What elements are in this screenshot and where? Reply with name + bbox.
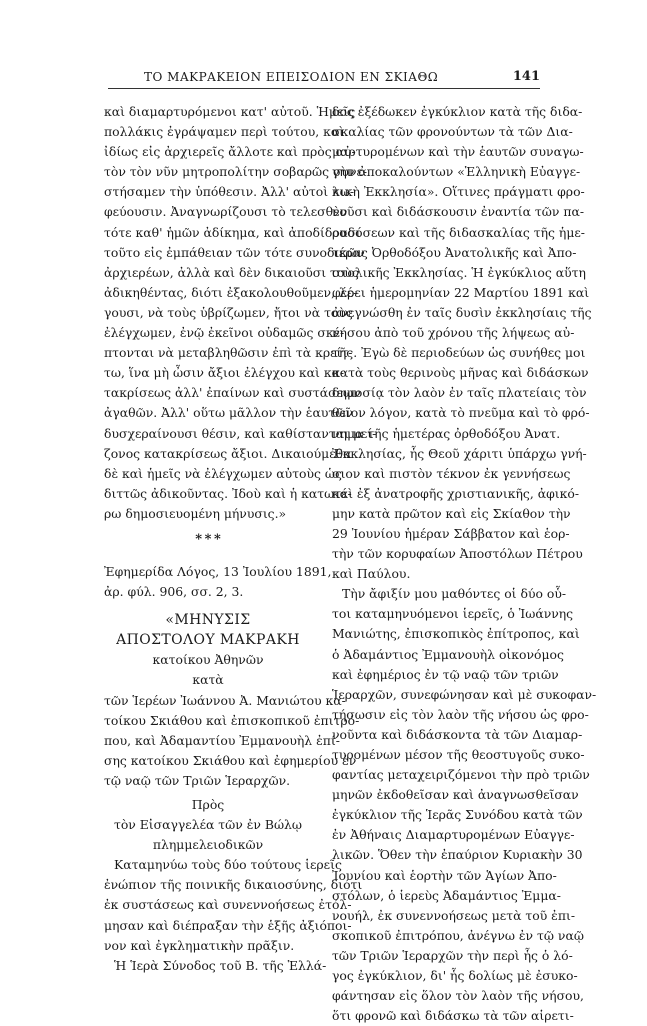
text-line: ἐνώπιον τῆς ποινικῆς δικαιοσύνης, διότι <box>104 877 363 893</box>
text-line: ἐν Ἀθήναις Διαμαρτυρομένων Εὐαγγε- <box>332 827 575 843</box>
text-line: στολικῆς Ἐκκλησίας. Ἡ ἐγκύκλιος αὕτη <box>332 264 586 280</box>
section-separator: * * * <box>195 531 221 547</box>
text-line: νήσου ἀπὸ τοῦ χρόνου τῆς λήψεως αὐ- <box>332 325 575 341</box>
text-line: ραδόσεων καὶ τῆς διδασκαλίας τῆς ἡμε- <box>332 224 585 240</box>
text-line: μην κατὰ πρῶτον καὶ εἰς Σκίαθον τὴν <box>332 505 571 521</box>
source-line: Ἐφημερίδα Λόγος, 13 Ἰουλίου 1891, <box>104 563 332 579</box>
text-line: ἐκ συστάσεως καὶ συνεννοήσεως ἐτόλ- <box>104 897 352 913</box>
text-line: δυσχεραίνουσι θέσιν, καὶ καθίστανται μεί- <box>104 425 377 441</box>
text-line: Ἱεραρχῶν, συνεφώνησαν καὶ μὲ συκοφαν- <box>332 686 597 702</box>
address-heading: πλημμελειοδικῶν <box>152 837 264 853</box>
document-subheading: κατὰ <box>192 672 224 688</box>
text-line: δος ἐξέδωκεν ἐγκύκλιον κατὰ τῆς διδα- <box>332 104 583 119</box>
text-line: γος ἐγκύκλιον, δι' ἧς δολίως μὲ ἐσυκο- <box>332 968 578 984</box>
source-line: ἀρ. φύλ. 906, σσ. 2, 3. <box>104 584 244 600</box>
text-line: λικῶν. Ὅθεν τὴν ἐπαύριον Κυριακὴν 30 <box>332 847 583 863</box>
text-line: ρω δημοσιευομένη μήνυσις.» <box>104 505 287 521</box>
text-line: φεύουσιν. Ἀναγνωρίζουσι τὸ τελεσθὲν <box>104 204 348 220</box>
text-line: ὅτι φρονῶ καὶ διδάσκω τὰ τῶν αἱρετι- <box>332 1008 574 1024</box>
text-line: γουσι, νὰ τοὺς ὑβρίζωμεν, ἤτοι νὰ τοὺς <box>104 304 353 320</box>
text-line: στόλων, ὁ ἱερεὺς Ἀδαμάντιος Ἐμμα- <box>332 887 561 903</box>
text-line: ἀρχιερέων, ἀλλὰ καὶ δὲν δικαιοῦσι τοὺς <box>104 264 359 280</box>
text-line: τῶν Ἱερέων Ἰωάννου Ἀ. Μανιώτου κα- <box>104 692 346 708</box>
text-line: δημοσίᾳ τὸν λαὸν ἐν ταῖς πλατείαις τὸν <box>332 385 587 401</box>
spacer <box>104 602 312 610</box>
text-line: νημα τῆς ἡμετέρας ὀρθοδόξου Ἀνατ. <box>332 425 561 441</box>
text-line: καὶ ἐφημέριος ἐν τῷ ναῷ τῶν τριῶν <box>332 666 559 682</box>
text-line: τέρας Ὀρθοδόξου Ἀνατολικῆς καὶ Ἀπο- <box>332 244 577 260</box>
page-header <box>108 66 540 89</box>
text-line: νουήλ, ἐκ συνεννοήσεως μετὰ τοῦ ἐπι- <box>332 907 576 923</box>
document-heading: «ΜΗΝΥΣΙΣ <box>165 612 251 629</box>
text-line: που, καὶ Ἀδαμαντίου Ἐμμανουὴλ ἐπί- <box>104 732 340 748</box>
text-line: νοῦντα καὶ διδάσκοντα τὰ τῶν Διαμαρ- <box>332 726 583 742</box>
page-number: 141 <box>512 69 540 84</box>
text-line: κατὰ τοὺς θερινοὺς μῆνας καὶ διδάσκων <box>332 365 589 381</box>
text-line: Ἐκκλησίας, ἧς Θεοῦ χάριτι ὑπάρχω γνή- <box>332 445 587 461</box>
text-line: καὶ ἐξ ἀνατροφῆς χριστιανικῆς, ἀφικό- <box>332 485 580 501</box>
text-line: καὶ διαμαρτυρόμενοι κατ' αὐτοῦ. Ἡμεῖς <box>104 104 356 119</box>
address-heading: τὸν Εἰσαγγελέα τῶν ἐν Βώλῳ <box>113 817 303 833</box>
text-line: τοίκου Σκιάθου καὶ ἐπισκοπικοῦ ἐπιτρό- <box>104 712 360 728</box>
text-line: Τὴν ἄφιξίν μου μαθόντες οἱ δύο οὗ- <box>342 586 567 602</box>
text-line: Μανιώτης, ἐπισκοπικὸς ἐπίτροπος, καὶ <box>332 626 580 642</box>
text-line: ἀγαθῶν. Ἀλλ' οὕτω μᾶλλον τὴν ἑαυτῶν <box>104 405 353 421</box>
text-line: λικὴ Ἐκκλησία». Οἵτινες πράγματι φρο- <box>332 184 585 200</box>
text-line: φαντίας μεταχειριζόμενοι τὴν πρὸ τριῶν <box>332 767 590 783</box>
text-line: τῆς. Ἐγὼ δὲ περιοδεύων ὡς συνήθες μοι <box>332 345 586 361</box>
text-line: τῶν Τριῶν Ἱεραρχῶν τὴν περὶ ἧς ὁ λό- <box>332 947 573 963</box>
text-line: νοῦσι καὶ διδάσκουσιν ἐναντία τῶν πα- <box>332 204 585 220</box>
text-line: σιον καὶ πιστὸν τέκνον ἐκ γεννήσεως <box>332 465 571 481</box>
text-line: ἐγκύκλιον τῆς Ἱερᾶς Συνόδου κατὰ τῶν <box>332 807 583 823</box>
text-line: καὶ Παύλου. <box>332 566 411 582</box>
text-line: ἰδίως εἰς ἀρχιερεῖς ἄλλοτε καὶ πρὸς αὐ- <box>104 144 356 160</box>
text-line: σκαλίας τῶν φρονούντων τὰ τῶν Δια- <box>332 124 573 140</box>
text-line: φάντησαν εἰς ὅλον τὸν λαὸν τῆς νήσου, <box>332 988 584 1004</box>
text-line: τήσωσιν εἰς τὸν λαὸν τῆς νήσου ὡς φρο- <box>332 706 589 722</box>
text-line: τυρομένων μέσον τῆς θεοστυγοῦς συκο- <box>332 747 585 762</box>
text-line: τακρίσεως ἀλλ' ἐπαίνων καὶ συστάσεων <box>104 385 361 401</box>
text-line: ὁ Ἀδαμάντιος Ἐμμανουὴλ οἰκονόμος <box>332 646 564 662</box>
text-line: σης κατοίκου Σκιάθου καὶ ἐφημερίου ἐν <box>104 752 357 768</box>
text-line: φέρει ἡμερομηνίαν 22 Μαρτίου 1891 καὶ <box>332 284 590 300</box>
text-line: τοι καταμηνυόμενοι ἱερεῖς, ὁ Ἰωάννης <box>332 606 574 622</box>
text-line: πολλάκις ἐγράψαμεν περὶ τούτου, καὶ <box>104 124 345 140</box>
text-line: τῷ ναῷ τῶν Τριῶν Ἱεραρχῶν. <box>104 772 291 788</box>
text-line: θεῖον λόγον, κατὰ τὸ πνεῦμα καὶ τὸ φρό- <box>332 405 590 421</box>
text-line: διττῶς ἀδικοῦντας. Ἰδοὺ καὶ ἡ κατωτέ- <box>104 485 352 501</box>
right-column <box>332 102 597 1026</box>
text-line: 29 Ἰουνίου ἡμέραν Σάββατον καὶ ἑορ- <box>332 525 570 541</box>
text-line: Καταμηνύω τοὺς δύο τούτους ἱερεῖς <box>114 857 342 873</box>
text-line: μαρτυρομένων καὶ τὴν ἑαυτῶν συναγω- <box>332 144 584 160</box>
document-subheading: κατοίκου Ἀθηνῶν <box>152 652 264 668</box>
text-line: ἐλέγχωμεν, ἐνῷ ἐκεῖνοι οὐδαμῶς σκέ- <box>104 325 345 341</box>
text-line: τὴν τῶν κορυφαίων Ἀποστόλων Πέτρου <box>332 546 583 562</box>
text-line: ἀδικηθέντας, διότι ἐξακολουθοῦμεν, λέ- <box>104 284 358 300</box>
text-line: μηνῶν ἐκδοθεῖσαν καὶ ἀναγνωσθεῖσαν <box>332 787 579 803</box>
text-line: δὲ καὶ ἡμεῖς νὰ ἐλέγχωμεν αὐτοὺς ὡς <box>104 465 342 481</box>
text-line: τω, ἵνα μὴ ὦσιν ἄξιοι ἐλέγχου καὶ κα- <box>104 365 345 381</box>
running-title: ΤΟ ΜΑΚΡΑΚΕΙΟΝ ΕΠΕΙΣΟΔΙΟΝ ΕΝ ΣΚΙΑΘΩ <box>144 70 439 84</box>
text-line: πτονται νὰ μεταβληθῶσιν ἐπὶ τὰ κρείτ- <box>104 345 353 361</box>
text-line: γὴν ἀποκαλούντων «Ἑλληνικὴ Εὐαγγε- <box>332 164 581 180</box>
text-line: ζονος κατακρίσεως ἄξιοι. Δικαιούμεθα <box>104 445 352 461</box>
text-line: Ἰουνίου καὶ ἑορτὴν τῶν Ἁγίων Ἀπο- <box>332 867 557 883</box>
document-heading: ΑΠΟΣΤΟΛΟΥ ΜΑΚΡΑΚΗ <box>116 632 300 649</box>
text-line: νον καὶ ἐγκληματικὴν πρᾶξιν. <box>104 937 295 953</box>
address-heading: Πρὸς <box>191 797 225 812</box>
text-line: μησαν καὶ διέπραξαν τὴν ἑξῆς ἀξιόποι- <box>104 917 352 933</box>
text-line: τὸν τὸν νῦν μητροπολίτην σοβαρῶς συνε- <box>104 164 368 180</box>
text-line: τοῦτο εἰς ἐμπάθειαν τῶν τότε συνοδικῶν <box>104 244 365 260</box>
text-line: στήσαμεν τὴν ὑπόθεσιν. Ἀλλ' αὐτοὶ κω- <box>104 184 355 200</box>
text-line: σκοπικοῦ ἐπιτρόπου, ἀνέγνω ἐν τῷ ναῷ <box>332 927 584 943</box>
text-line: ἀνεγνώσθη ἐν ταῖς δυσὶν ἐκκλησίαις τῆς <box>332 304 592 320</box>
text-line: τότε καθ' ἡμῶν ἀδίκημα, καὶ ἀποδίδουσι <box>104 224 361 240</box>
text-line: Ἡ Ἱερὰ Σύνοδος τοῦ Β. τῆς Ἑλλά- <box>114 957 327 973</box>
